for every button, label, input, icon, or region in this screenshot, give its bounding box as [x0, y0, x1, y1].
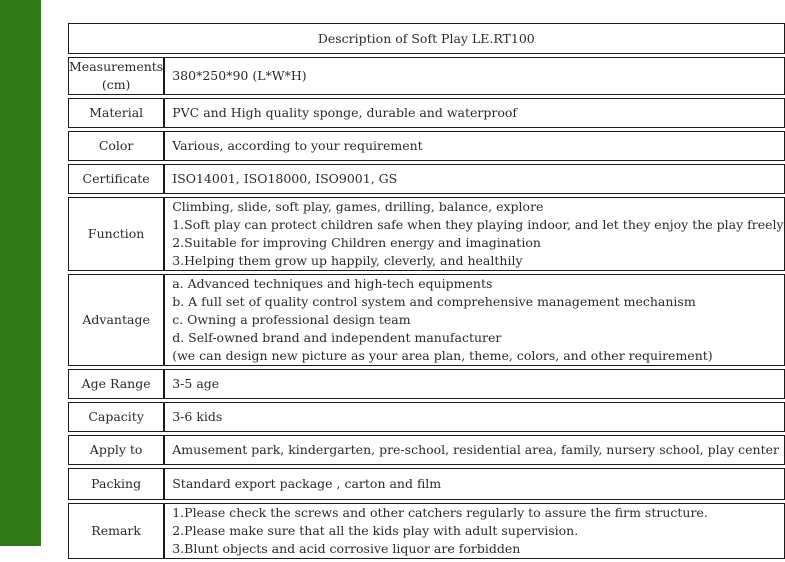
spec-label: Packing: [68, 468, 164, 500]
spec-row-age-range: [68, 369, 785, 399]
spec-value-line: Various, according to your requirement: [172, 138, 423, 153]
spec-value-line: 1.Please check the screws and other catchers regularly to assure the firm structure.: [172, 505, 708, 520]
spec-label: Age Range: [68, 369, 164, 399]
spec-row-measurements: [68, 57, 785, 95]
spec-value: [164, 402, 784, 432]
spec-value-line: 380*250*90 (L*W*H): [172, 68, 307, 83]
spec-value: [164, 57, 784, 95]
spec-value: [164, 274, 784, 366]
spec-value-line: Amusement park, kindergarten, pre-school, residential area, family, nursery school, play center: [172, 442, 780, 457]
spec-label: Advantage: [68, 274, 164, 366]
spec-value-line: 2.Please make sure that all the kids play with adult supervision.: [172, 523, 579, 538]
spec-value-line: b. A full set of quality control system and comprehensive management mechanism: [172, 294, 696, 309]
spec-value: [164, 131, 784, 161]
spec-value: [164, 197, 784, 271]
spec-row-remark: [68, 503, 785, 559]
spec-row-packing: [68, 468, 785, 500]
spec-value: [164, 468, 784, 500]
spec-value-line: 1.Soft play can protect children safe when they playing indoor, and let they enjoy the play freely: [172, 217, 784, 232]
spec-value: [164, 503, 784, 559]
spec-label: Certificate: [68, 164, 164, 194]
spec-row-certificate: [68, 164, 785, 194]
spec-value: [164, 369, 784, 399]
spec-value-line: PVC and High quality sponge, durable and waterproof: [172, 105, 518, 120]
spec-value-line: d. Self-owned brand and independent manufacturer: [172, 330, 502, 345]
product-spec-table: [68, 20, 785, 562]
spec-value-line: 3.Blunt objects and acid corrosive liquor are forbidden: [172, 541, 521, 556]
spec-row-material: [68, 98, 785, 128]
spec-value-line: (we can design new picture as your area plan, theme, colors, and other requirement): [172, 348, 713, 363]
spec-label: Measurements (cm): [68, 57, 164, 95]
spec-label: Function: [68, 197, 164, 271]
spec-row-apply-to: [68, 435, 785, 465]
spec-value-line: 3.Helping them grow up happily, cleverly, and healthily: [172, 253, 523, 268]
spec-value-line: Climbing, slide, soft play, games, drilling, balance, explore: [172, 199, 544, 214]
spec-label: Material: [68, 98, 164, 128]
spec-label: Apply to: [68, 435, 164, 465]
spec-value-line: a. Advanced techniques and high-tech equipments: [172, 276, 493, 291]
spec-row-color: [68, 131, 785, 161]
spec-value: [164, 435, 784, 465]
spec-value-line: 3-6 kids: [172, 409, 223, 424]
spec-row-function: [68, 197, 785, 271]
spec-value-line: ISO14001, ISO18000, ISO9001, GS: [172, 171, 398, 186]
spec-value-line: Standard export package , carton and film: [172, 476, 442, 491]
left-green-sidebar: [0, 0, 41, 546]
spec-row-capacity: [68, 402, 785, 432]
spec-label: Color: [68, 131, 164, 161]
spec-row-advantage: [68, 274, 785, 366]
spec-label: Capacity: [68, 402, 164, 432]
table-title: Description of Soft Play LE.RT100: [68, 23, 785, 54]
spec-value-line: 3-5 age: [172, 376, 220, 391]
table-title-row: [68, 23, 785, 54]
spec-label: Remark: [68, 503, 164, 559]
spec-value: [164, 98, 784, 128]
spec-value-line: c. Owning a professional design team: [172, 312, 411, 327]
spec-value-line: 2.Suitable for improving Children energy and imagination: [172, 235, 541, 250]
spec-value: [164, 164, 784, 194]
